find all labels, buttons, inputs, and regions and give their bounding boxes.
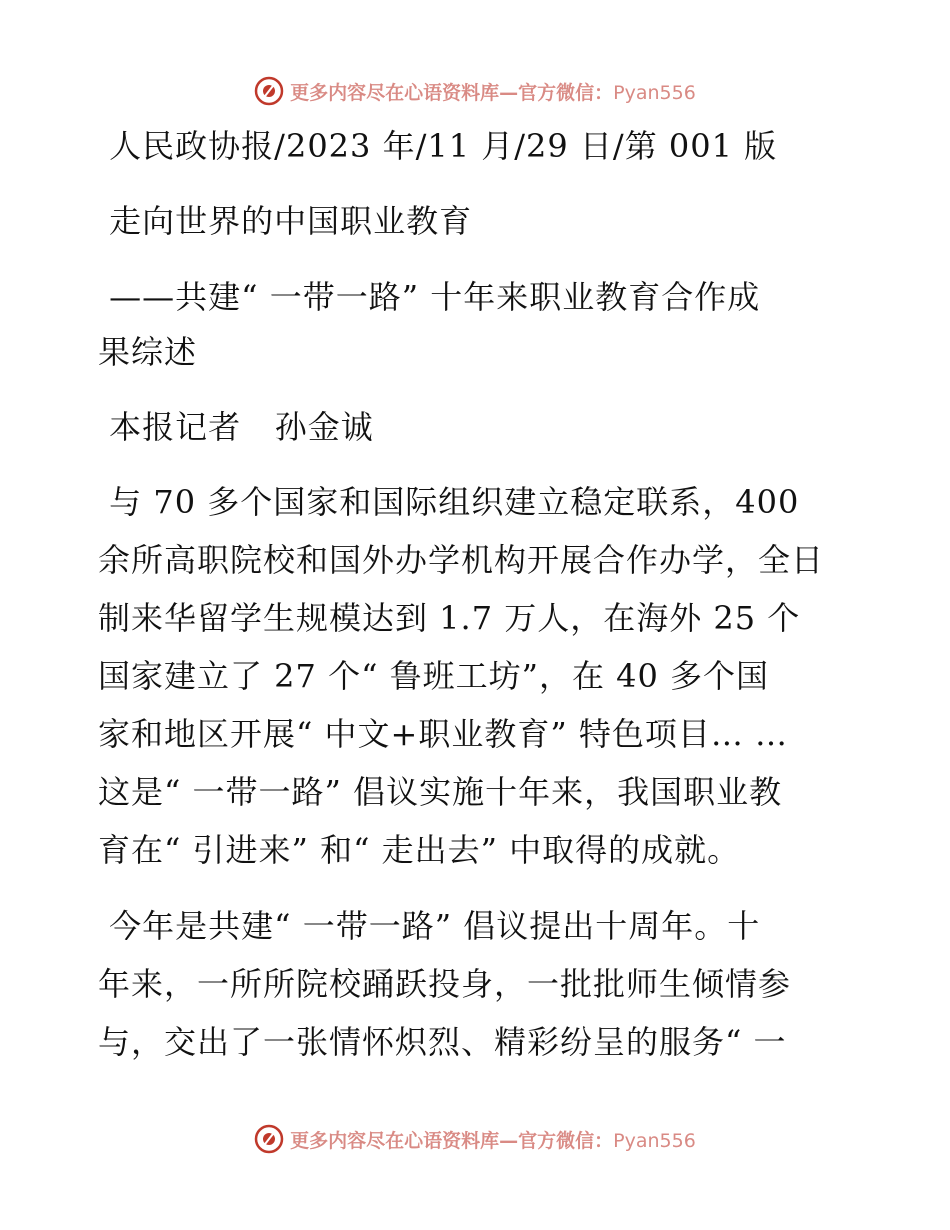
watermark-header [0, 71, 950, 111]
paragraph-line: 制来华留学生规模达到 1.7 万人，在海外 25 个 [98, 599, 801, 637]
byline: 本报记者 孙金诚 [98, 408, 374, 446]
brand-logo-icon [254, 1124, 284, 1154]
paragraph-line: 年来，一所所院校踊跃投身，一批批师生倾情参 [98, 965, 792, 1003]
watermark-text: 更多内容尽在心语资料库—官方微信： [290, 1129, 614, 1152]
dateline: 人民政协报/2023 年/11 月/29 日/第 001 版 [98, 127, 778, 165]
subtitle-line: ——共建“ 一带一路” 十年来职业教育合作成 [98, 278, 761, 316]
subtitle-line: 果综述 [98, 333, 198, 371]
paragraph-line: 与，交出了一张情怀炽烈、精彩纷呈的服务“ 一 [98, 1023, 787, 1061]
headline: 走向世界的中国职业教育 [98, 202, 473, 240]
watermark-id: Pyan556 [613, 1129, 696, 1152]
watermark-footer [0, 1119, 950, 1159]
paragraph-line: 这是“ 一带一路” 倡议实施十年来，我国职业教 [98, 773, 783, 811]
paragraph-line: 国家建立了 27 个“ 鲁班工坊”，在 40 多个国 [98, 657, 770, 695]
paragraph-line: 与 70 多个国家和国际组织建立稳定联系，400 [98, 483, 800, 521]
watermark-text: 更多内容尽在心语资料库—官方微信： [290, 81, 614, 104]
watermark-id: Pyan556 [613, 81, 696, 104]
paragraph-line: 家和地区开展“ 中文+职业教育” 特色项目… … [98, 715, 789, 753]
paragraph-line: 余所高职院校和国外办学机构开展合作办学，全日 [98, 541, 825, 579]
paragraph-line: 今年是共建“ 一带一路” 倡议提出十周年。十 [98, 907, 761, 945]
brand-logo-icon [254, 76, 284, 106]
paragraph-line: 育在“ 引进来” 和“ 走出去” 中取得的成就。 [98, 831, 741, 869]
